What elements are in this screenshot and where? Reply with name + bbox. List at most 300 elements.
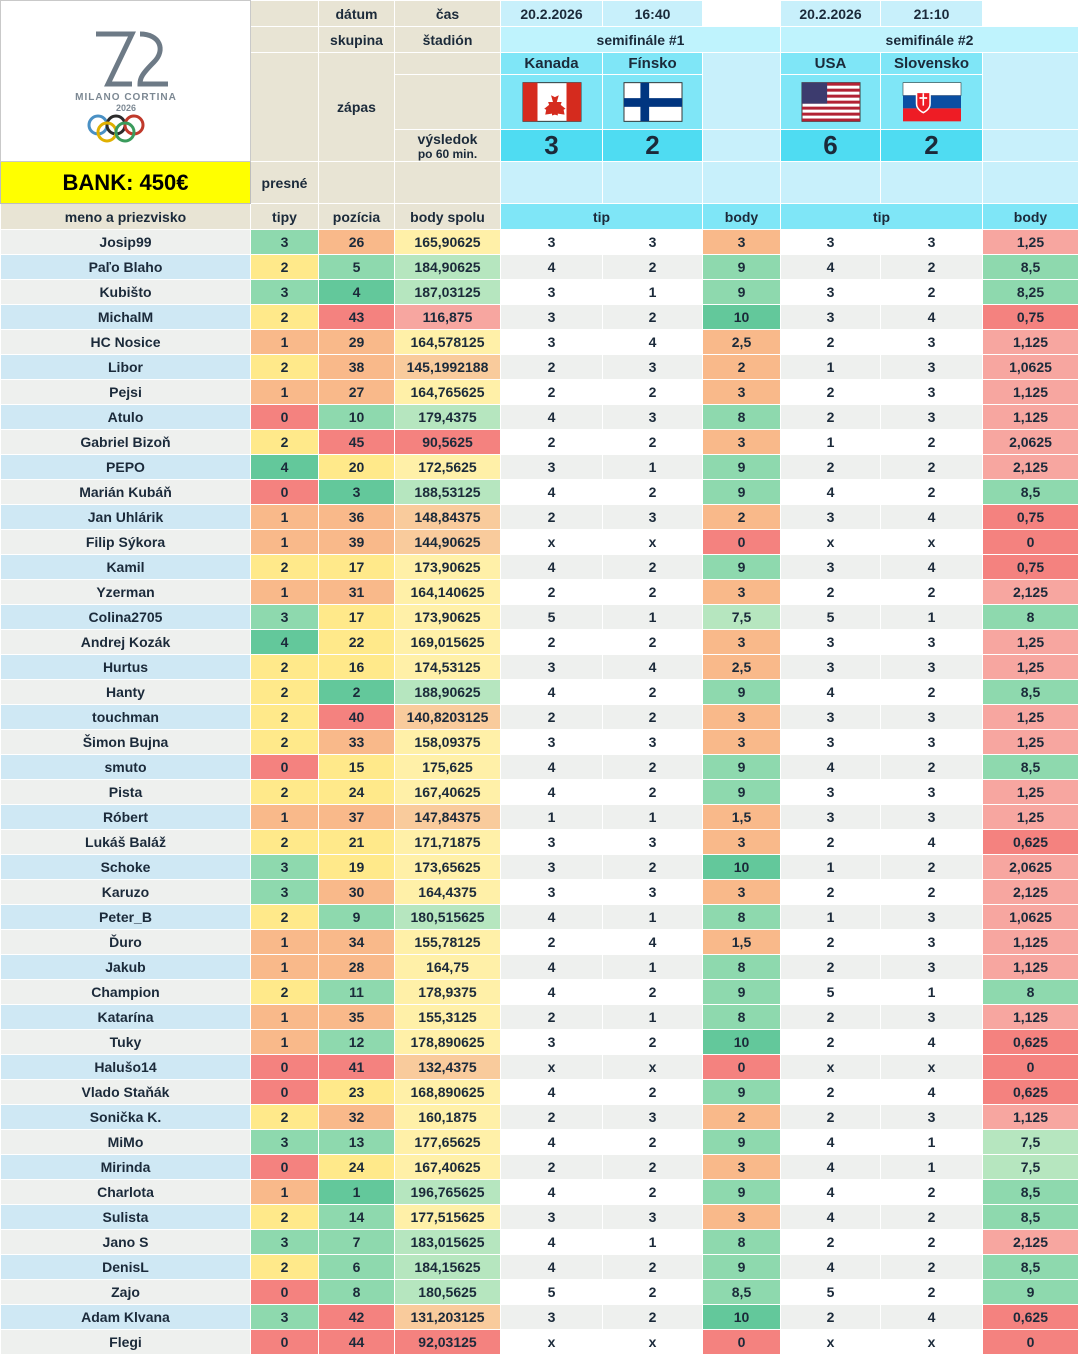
exact-tips-count: 2 xyxy=(251,1105,319,1130)
exact-tips-count: 4 xyxy=(251,455,319,480)
player-name: Atulo xyxy=(1,405,251,430)
spacer-body2-c xyxy=(983,130,1079,162)
exact-tips-count: 3 xyxy=(251,1130,319,1155)
match1-home-score: 3 xyxy=(501,130,603,162)
position: 16 xyxy=(319,655,395,680)
match2-away-score: 2 xyxy=(881,130,983,162)
match2-tip-away: 2 xyxy=(881,880,983,905)
col-tip-match1: tip xyxy=(501,204,703,230)
table-row xyxy=(1,530,1079,555)
match2-points: 7,5 xyxy=(983,1130,1079,1155)
position: 17 xyxy=(319,605,395,630)
match1-tip-home: 2 xyxy=(501,930,603,955)
match1-points: 9 xyxy=(703,980,781,1005)
position: 13 xyxy=(319,1130,395,1155)
header-row-date xyxy=(1,1,1079,27)
exact-tips-count: 2 xyxy=(251,980,319,1005)
olympic-logo-cell xyxy=(1,1,251,162)
match1-tip-home: 2 xyxy=(501,705,603,730)
match1-tip-away: 2 xyxy=(603,1030,703,1055)
match1-points: 1,5 xyxy=(703,805,781,830)
total-points: 188,90625 xyxy=(395,680,501,705)
table-row xyxy=(1,605,1079,630)
spacer-body2 xyxy=(983,1,1079,27)
player-name: Ďuro xyxy=(1,930,251,955)
player-name: Adam Klvana xyxy=(1,1305,251,1330)
match1-points: 9 xyxy=(703,1180,781,1205)
exact-tips-count: 2 xyxy=(251,355,319,380)
match1-tip-away: 2 xyxy=(603,980,703,1005)
position: 33 xyxy=(319,730,395,755)
match2-tip-away: 3 xyxy=(881,1005,983,1030)
table-row xyxy=(1,230,1079,255)
table-row xyxy=(1,580,1079,605)
table-body xyxy=(1,230,1079,1355)
exact-tips-count: 0 xyxy=(251,480,319,505)
match2-tip-away: 2 xyxy=(881,455,983,480)
match1-tip-home: 4 xyxy=(501,1180,603,1205)
match2-time: 21:10 xyxy=(881,1,983,27)
flag-finland-icon xyxy=(624,82,682,122)
total-points: 167,40625 xyxy=(395,1155,501,1180)
header-row-bank xyxy=(1,162,1079,204)
match1-tip-home: 3 xyxy=(501,655,603,680)
spacer-t2a xyxy=(781,162,881,204)
exact-tips-count: 1 xyxy=(251,505,319,530)
match1-points: 10 xyxy=(703,1305,781,1330)
match1-points: 0 xyxy=(703,1330,781,1355)
table-row xyxy=(1,755,1079,780)
match1-tip-away: 4 xyxy=(603,330,703,355)
match2-points: 1,125 xyxy=(983,1105,1079,1130)
match1-tip-home: 2 xyxy=(501,630,603,655)
match1-tip-away: 1 xyxy=(603,905,703,930)
table-row xyxy=(1,955,1079,980)
match1-tip-home: 2 xyxy=(501,1105,603,1130)
match2-tip-home: 3 xyxy=(781,305,881,330)
match2-points: 8,5 xyxy=(983,1205,1079,1230)
exact-tips-count: 1 xyxy=(251,1180,319,1205)
player-name: Kubišto xyxy=(1,280,251,305)
match2-tip-home: 4 xyxy=(781,480,881,505)
match2-tip-away: 3 xyxy=(881,955,983,980)
match2-points: 8 xyxy=(983,605,1079,630)
match1-tip-away: 2 xyxy=(603,480,703,505)
match2-tip-away: 3 xyxy=(881,330,983,355)
match2-tip-home: 2 xyxy=(781,405,881,430)
position: 31 xyxy=(319,580,395,605)
match1-tip-home: 4 xyxy=(501,1255,603,1280)
match1-tip-home: 4 xyxy=(501,980,603,1005)
spacer-b1 xyxy=(703,162,781,204)
match2-tip-away: 3 xyxy=(881,730,983,755)
exact-tips-count: 2 xyxy=(251,680,319,705)
match1-points: 0 xyxy=(703,530,781,555)
match1-home-name: Kanada xyxy=(501,53,603,75)
match2-points: 0 xyxy=(983,1055,1079,1080)
match1-points: 3 xyxy=(703,730,781,755)
match1-points: 2,5 xyxy=(703,330,781,355)
match1-points: 9 xyxy=(703,780,781,805)
match2-tip-home: 4 xyxy=(781,1155,881,1180)
match2-points: 1,0625 xyxy=(983,905,1079,930)
match1-points: 1,5 xyxy=(703,930,781,955)
match1-tip-home: 3 xyxy=(501,830,603,855)
match1-tip-home: 2 xyxy=(501,580,603,605)
match1-away-flag xyxy=(603,75,703,130)
total-points: 188,53125 xyxy=(395,480,501,505)
match2-tip-home: 4 xyxy=(781,1205,881,1230)
match1-points: 2 xyxy=(703,355,781,380)
position: 37 xyxy=(319,805,395,830)
match1-tip-home: 3 xyxy=(501,230,603,255)
position: 2 xyxy=(319,680,395,705)
match2-tip-home: 1 xyxy=(781,855,881,880)
match2-points: 0,75 xyxy=(983,305,1079,330)
exact-tips-count: 0 xyxy=(251,1080,319,1105)
match1-home-flag xyxy=(501,75,603,130)
match2-points: 1,25 xyxy=(983,780,1079,805)
match1-tip-away: 3 xyxy=(603,830,703,855)
match2-points: 1,25 xyxy=(983,655,1079,680)
match1-tip-away: 2 xyxy=(603,305,703,330)
match1-tip-home: x xyxy=(501,1055,603,1080)
match2-tip-home: 2 xyxy=(781,455,881,480)
spacer-body1 xyxy=(703,1,781,27)
exact-tips-count: 1 xyxy=(251,1005,319,1030)
match1-tip-away: 1 xyxy=(603,455,703,480)
player-name: Josip99 xyxy=(1,230,251,255)
match1-tip-home: 2 xyxy=(501,430,603,455)
player-name: Colina2705 xyxy=(1,605,251,630)
match1-points: 10 xyxy=(703,305,781,330)
match2-tip-home: 3 xyxy=(781,230,881,255)
exact-tips-count: 2 xyxy=(251,555,319,580)
match2-tip-away: 3 xyxy=(881,355,983,380)
match2-tip-away: 2 xyxy=(881,430,983,455)
position: 44 xyxy=(319,1330,395,1355)
total-points: 165,90625 xyxy=(395,230,501,255)
match1-away-score: 2 xyxy=(603,130,703,162)
match1-tip-away: 2 xyxy=(603,755,703,780)
table-row xyxy=(1,1155,1079,1180)
player-name: Sulista xyxy=(1,1205,251,1230)
match1-tip-away: 2 xyxy=(603,855,703,880)
player-name: touchman xyxy=(1,705,251,730)
spacer-stadion xyxy=(395,53,501,75)
match2-points: 2,125 xyxy=(983,1230,1079,1255)
match2-points: 8,5 xyxy=(983,255,1079,280)
match1-points: 2,5 xyxy=(703,655,781,680)
exact-tips-count: 1 xyxy=(251,530,319,555)
match2-stage: semifinále #2 xyxy=(781,27,1079,53)
match1-tip-away: 2 xyxy=(603,1305,703,1330)
match2-tip-away: 3 xyxy=(881,405,983,430)
exact-tips-count: 3 xyxy=(251,230,319,255)
position: 39 xyxy=(319,530,395,555)
total-points: 179,4375 xyxy=(395,405,501,430)
spacer-t2b xyxy=(881,162,983,204)
bank-label: BANK: 450€ xyxy=(1,162,251,204)
match1-tip-away: 2 xyxy=(603,380,703,405)
position: 23 xyxy=(319,1080,395,1105)
player-name: Šimon Bujna xyxy=(1,730,251,755)
player-name: Kamil xyxy=(1,555,251,580)
match1-tip-home: 2 xyxy=(501,380,603,405)
match1-tip-home: 4 xyxy=(501,1230,603,1255)
position: 28 xyxy=(319,955,395,980)
match1-tip-away: 1 xyxy=(603,955,703,980)
match1-tip-home: 3 xyxy=(501,455,603,480)
position: 1 xyxy=(319,1180,395,1205)
table-row xyxy=(1,880,1079,905)
match2-home-name: USA xyxy=(781,53,881,75)
position: 8 xyxy=(319,1280,395,1305)
spacer-stadion-2 xyxy=(395,75,501,130)
spacer-poz xyxy=(319,162,395,204)
table-row xyxy=(1,805,1079,830)
match1-tip-away: 3 xyxy=(603,730,703,755)
match1-tip-away: x xyxy=(603,1330,703,1355)
match1-tip-away: 4 xyxy=(603,655,703,680)
table-row xyxy=(1,405,1079,430)
match2-tip-away: 3 xyxy=(881,380,983,405)
match2-tip-home: 2 xyxy=(781,1030,881,1055)
player-name: Champion xyxy=(1,980,251,1005)
match1-points: 10 xyxy=(703,855,781,880)
match1-points: 9 xyxy=(703,1255,781,1280)
total-points: 140,8203125 xyxy=(395,705,501,730)
position: 3 xyxy=(319,480,395,505)
exact-tips-count: 1 xyxy=(251,580,319,605)
position: 14 xyxy=(319,1205,395,1230)
player-name: MiMo xyxy=(1,1130,251,1155)
spacer-b2 xyxy=(983,162,1079,204)
player-name: MichalM xyxy=(1,305,251,330)
total-points: 158,09375 xyxy=(395,730,501,755)
position: 17 xyxy=(319,555,395,580)
position: 45 xyxy=(319,430,395,455)
player-name: Karuzo xyxy=(1,880,251,905)
match1-tip-away: 2 xyxy=(603,580,703,605)
spacer-tipy-3 xyxy=(251,53,319,162)
match1-tip-away: 2 xyxy=(603,1155,703,1180)
total-points: 116,875 xyxy=(395,305,501,330)
match1-date: 20.2.2026 xyxy=(501,1,603,27)
match1-tip-home: 3 xyxy=(501,880,603,905)
player-name: Filip Sýkora xyxy=(1,530,251,555)
total-points: 131,203125 xyxy=(395,1305,501,1330)
match2-tip-home: 3 xyxy=(781,555,881,580)
total-points: 171,71875 xyxy=(395,830,501,855)
match1-points: 3 xyxy=(703,630,781,655)
match2-points: 1,125 xyxy=(983,380,1079,405)
match1-tip-away: 1 xyxy=(603,280,703,305)
match1-tip-away: 2 xyxy=(603,1130,703,1155)
table-row xyxy=(1,930,1079,955)
match1-points: 8 xyxy=(703,1230,781,1255)
match2-tip-away: 3 xyxy=(881,630,983,655)
col-name: meno a priezvisko xyxy=(1,204,251,230)
position: 40 xyxy=(319,705,395,730)
logo-text-year: 2026 xyxy=(115,103,136,113)
match1-tip-home: 4 xyxy=(501,680,603,705)
match2-points: 2,0625 xyxy=(983,855,1079,880)
match2-tip-home: 4 xyxy=(781,680,881,705)
match1-tip-home: 3 xyxy=(501,1305,603,1330)
exact-tips-count: 2 xyxy=(251,430,319,455)
flag-usa-icon xyxy=(802,82,860,122)
exact-tips-count: 1 xyxy=(251,805,319,830)
match1-points: 3 xyxy=(703,1205,781,1230)
match2-tip-home: 2 xyxy=(781,1080,881,1105)
match1-tip-home: 4 xyxy=(501,780,603,805)
match2-tip-away: 4 xyxy=(881,1305,983,1330)
position: 32 xyxy=(319,1105,395,1130)
match1-tip-home: 3 xyxy=(501,305,603,330)
logo-text-city: MILANO CORTINA xyxy=(74,92,177,103)
match2-points: 1,25 xyxy=(983,230,1079,255)
match1-tip-home: 2 xyxy=(501,355,603,380)
match2-points: 0,75 xyxy=(983,555,1079,580)
match2-points: 1,25 xyxy=(983,630,1079,655)
match1-points: 3 xyxy=(703,830,781,855)
match2-tip-home: 4 xyxy=(781,1255,881,1280)
match1-points: 9 xyxy=(703,1130,781,1155)
match1-tip-home: 5 xyxy=(501,605,603,630)
match2-tip-home: 2 xyxy=(781,955,881,980)
exact-tips-count: 1 xyxy=(251,955,319,980)
exact-tips-count: 2 xyxy=(251,730,319,755)
table-row xyxy=(1,330,1079,355)
match1-tip-away: 3 xyxy=(603,1105,703,1130)
player-name: Jan Uhlárik xyxy=(1,505,251,530)
match1-points: 9 xyxy=(703,280,781,305)
match1-tip-away: 2 xyxy=(603,705,703,730)
col-tip-match2: tip xyxy=(781,204,983,230)
match2-tip-away: 3 xyxy=(881,805,983,830)
table-row xyxy=(1,655,1079,680)
total-points: 180,515625 xyxy=(395,905,501,930)
position: 29 xyxy=(319,330,395,355)
match1-time: 16:40 xyxy=(603,1,703,27)
match2-tip-away: x xyxy=(881,1330,983,1355)
exact-tips-count: 2 xyxy=(251,1205,319,1230)
match2-tip-away: x xyxy=(881,1055,983,1080)
exact-tips-count: 3 xyxy=(251,605,319,630)
match2-tip-home: 2 xyxy=(781,880,881,905)
player-name: DenisL xyxy=(1,1255,251,1280)
table-row xyxy=(1,255,1079,280)
match2-tip-away: 4 xyxy=(881,1030,983,1055)
total-points: 155,3125 xyxy=(395,1005,501,1030)
table-row xyxy=(1,705,1079,730)
match2-points: 0,625 xyxy=(983,830,1079,855)
match2-tip-away: 2 xyxy=(881,280,983,305)
match2-tip-home: 2 xyxy=(781,380,881,405)
table-row xyxy=(1,680,1079,705)
match1-points: 9 xyxy=(703,1080,781,1105)
match1-tip-home: 4 xyxy=(501,255,603,280)
match2-tip-away: 4 xyxy=(881,830,983,855)
table-row xyxy=(1,1280,1079,1305)
match2-away-name: Slovensko xyxy=(881,53,983,75)
total-points: 173,65625 xyxy=(395,855,501,880)
label-presne: presné xyxy=(251,162,319,204)
total-points: 164,140625 xyxy=(395,580,501,605)
match1-tip-home: 3 xyxy=(501,1205,603,1230)
match2-tip-away: 3 xyxy=(881,930,983,955)
total-points: 148,84375 xyxy=(395,505,501,530)
table-row xyxy=(1,280,1079,305)
match2-points: 2,0625 xyxy=(983,430,1079,455)
table-row xyxy=(1,380,1079,405)
match1-tip-away: 2 xyxy=(603,255,703,280)
exact-tips-count: 0 xyxy=(251,755,319,780)
match1-tip-away: 3 xyxy=(603,880,703,905)
exact-tips-count: 3 xyxy=(251,1230,319,1255)
match1-tip-away: 1 xyxy=(603,1230,703,1255)
match2-points: 1,125 xyxy=(983,955,1079,980)
total-points: 180,5625 xyxy=(395,1280,501,1305)
table-row xyxy=(1,830,1079,855)
label-vysledok-line1: výsledok xyxy=(417,130,478,147)
exact-tips-count: 1 xyxy=(251,1030,319,1055)
total-points: 172,5625 xyxy=(395,455,501,480)
col-body-match2: body xyxy=(983,204,1079,230)
match1-tip-away: 2 xyxy=(603,430,703,455)
position: 24 xyxy=(319,1155,395,1180)
table-row xyxy=(1,305,1079,330)
match1-tip-away: 2 xyxy=(603,630,703,655)
table-row xyxy=(1,480,1079,505)
player-name: Sonička K. xyxy=(1,1105,251,1130)
match2-tip-away: 2 xyxy=(881,1255,983,1280)
match1-tip-home: 4 xyxy=(501,480,603,505)
table-row xyxy=(1,1230,1079,1255)
position: 42 xyxy=(319,1305,395,1330)
position: 4 xyxy=(319,280,395,305)
match2-tip-home: 4 xyxy=(781,755,881,780)
exact-tips-count: 0 xyxy=(251,405,319,430)
player-name: Marián Kubáň xyxy=(1,480,251,505)
match2-tip-home: 3 xyxy=(781,805,881,830)
match1-tip-away: 3 xyxy=(603,230,703,255)
match1-points: 3 xyxy=(703,880,781,905)
match2-points: 9 xyxy=(983,1280,1079,1305)
match1-tip-away: 2 xyxy=(603,555,703,580)
match2-points: 8 xyxy=(983,980,1079,1005)
match2-tip-home: 4 xyxy=(781,1130,881,1155)
player-name: Zajo xyxy=(1,1280,251,1305)
match1-points: 9 xyxy=(703,455,781,480)
label-vysledok xyxy=(395,130,501,162)
match2-points: 0,75 xyxy=(983,505,1079,530)
match1-tip-home: 1 xyxy=(501,805,603,830)
match1-tip-away: 3 xyxy=(603,355,703,380)
table-row xyxy=(1,905,1079,930)
match2-tip-away: 2 xyxy=(881,1280,983,1305)
match2-points: 1,0625 xyxy=(983,355,1079,380)
match2-tip-away: 1 xyxy=(881,1155,983,1180)
match1-tip-home: 3 xyxy=(501,280,603,305)
match1-points: 8 xyxy=(703,1005,781,1030)
match1-tip-away: 1 xyxy=(603,805,703,830)
match1-away-name: Fínsko xyxy=(603,53,703,75)
match2-points: 1,125 xyxy=(983,405,1079,430)
position: 34 xyxy=(319,930,395,955)
table-row xyxy=(1,1055,1079,1080)
